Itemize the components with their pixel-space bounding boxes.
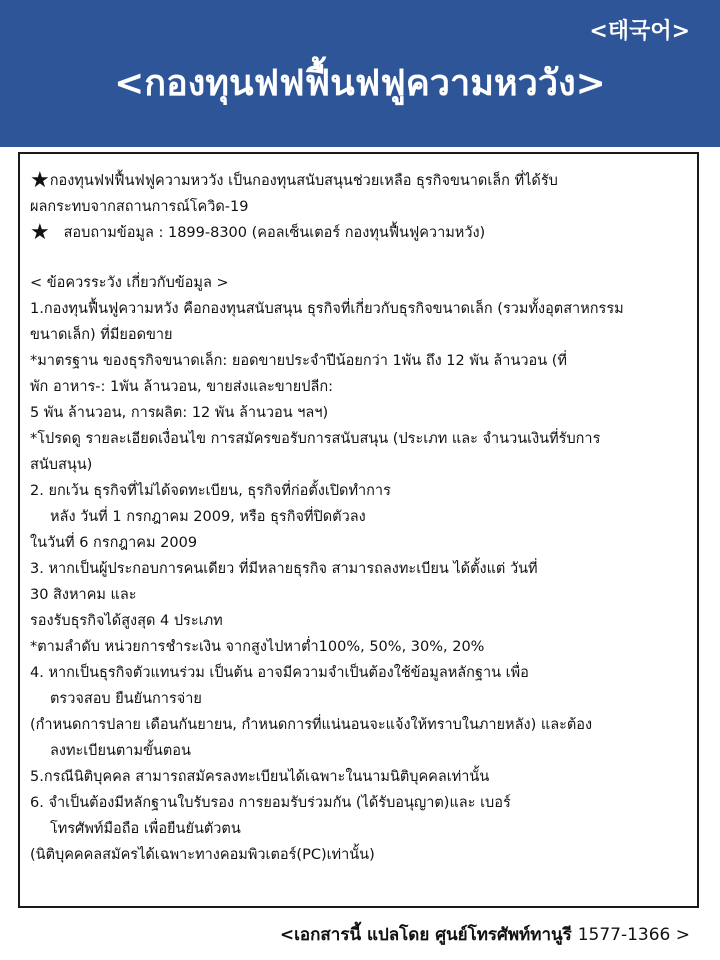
item-4-line-a: 4. หากเป็นธุรกิจตัวแทนร่วม เป็นต้น อาจมีความจำเป็นต้องใช้ข้อมูลหลักฐาน เพื่อ xyxy=(30,665,529,681)
standard-line-b: พัก อาหาร-: 1พัน ล้านวอน, ขายส่งและขายปลีก: xyxy=(30,379,334,395)
standard-line-a: *มาตรฐาน ของธุรกิจขนาดเล็ก: ยอดขายประจำปีน้อยกว่า 1พัน ถึง 12 พัน ล้านวอน (ที่ xyxy=(30,353,567,369)
intro-line-2: ผลกระทบจากสถานการณ์โควิด-19 xyxy=(30,199,249,215)
item-3-line-a: 3. หากเป็นผู้ประกอบการคนเดียว ที่มีหลายธุรกิจ สามารถลงทะเบียน ได้ตั้งแต่ วันที่ xyxy=(30,561,538,577)
star-icon: ★ xyxy=(30,168,50,193)
credit-text: <เอกสารนี้ แปลโดย ศูนย์โทรศัพท์ทานูรี xyxy=(279,925,572,945)
item-2-line-b: หลัง วันที่ 1 กรกฎาคม 2009, หรือ ธุรกิจที่ปิดตัวลง xyxy=(50,509,366,525)
page-title: <กองทุนฟฟฟื้นฟฟูความหววัง> xyxy=(114,63,606,104)
header-banner xyxy=(0,0,720,147)
star-icon: ★ xyxy=(30,220,50,245)
caution-heading: < ข้อควรระวัง เกี่ยวกับข้อมูล > xyxy=(30,275,229,291)
intro-line-1: ★กองทุนฟฟฟื้นฟฟูความหววัง เป็นกองทุนสนับสนุนช่วยเหลือ ธุรกิจขนาดเล็ก ที่ได้รับ xyxy=(30,168,558,193)
item-3-line-d: *ตามลำดับ หน่วยการชำระเงิน จากสูงไปหาต่ำ100%, 50%, 30%, 20% xyxy=(30,639,485,655)
item-6-line-c: (นิติบุคคคลสมัครได้เฉพาะทางคอมพิวเตอร์(PC)เท่านั้น) xyxy=(30,847,375,863)
item-4-line-d: ลงทะเบียนตามขั้นตอน xyxy=(50,743,191,759)
translation-credit xyxy=(280,922,690,948)
content-box xyxy=(18,152,699,908)
item-3-line-c: รองรับธุรกิจได้สูงสุด 4 ประเภท xyxy=(30,613,223,629)
item-4-line-c: (กำหนดการปลาย เดือนกันยายน, กำหนดการที่แน่นอนจะแจ้งให้ทราบในภายหลัง) และต้อง xyxy=(30,717,593,733)
standard-line-c: 5 พัน ล้านวอน, การผลิต: 12 พัน ล้านวอน ฯลฯ) xyxy=(30,405,329,421)
check-line-b: สนับสนุน) xyxy=(30,457,93,473)
item-5-line: 5.กรณีนิติบุคคล สามารถสมัครลงทะเบียนได้เฉพาะในนามนิติบุคคลเท่านั้น xyxy=(30,769,490,785)
contact-line: ★ สอบถามข้อมูล : 1899-8300 (คอลเซ็นเตอร์ กองทุนฟื้นฟูความหวัง) xyxy=(30,220,486,245)
item-1-line-a: 1.กองทุนฟื้นฟูความหวัง คือกองทุนสนับสนุน ธุรกิจที่เกี่ยวกับธุรกิจขนาดเล็ก (รวมทั้งอุตสาหกรรม xyxy=(30,301,624,317)
item-3-line-b: 30 สิงหาคม และ xyxy=(30,587,137,603)
item-6-line-b: โทรศัพท์มือถือ เพื่อยืนยันตัวตน xyxy=(50,821,241,837)
item-1-line-b: ขนาดเล็ก) ที่มียอดขาย xyxy=(30,327,173,343)
item-6-line-a: 6. จำเป็นต้องมีหลักฐานใบรับรอง การยอมรับร่วมกัน (ได้รับอนุญาต)และ เบอร์ xyxy=(30,795,511,811)
item-2-line-c: ในวันที่ 6 กรกฎาคม 2009 xyxy=(30,535,198,551)
check-line-a: *โปรดดู รายละเอียดเงื่อนไข การสมัครขอรับการสนับสนุน (ประเภท และ จำนวนเงินที่รับการ xyxy=(30,431,601,447)
language-tag: <태국어> xyxy=(589,19,690,44)
item-4-line-b: ตรวจสอบ ยืนยันการจ่าย xyxy=(50,691,202,707)
credit-phone: 1577-1366 > xyxy=(577,925,690,945)
item-2-line-a: 2. ยกเว้น ธุรกิจที่ไม่ได้จดทะเบียน, ธุรกิจที่ก่อตั้งเปิดทำการ xyxy=(30,483,391,499)
